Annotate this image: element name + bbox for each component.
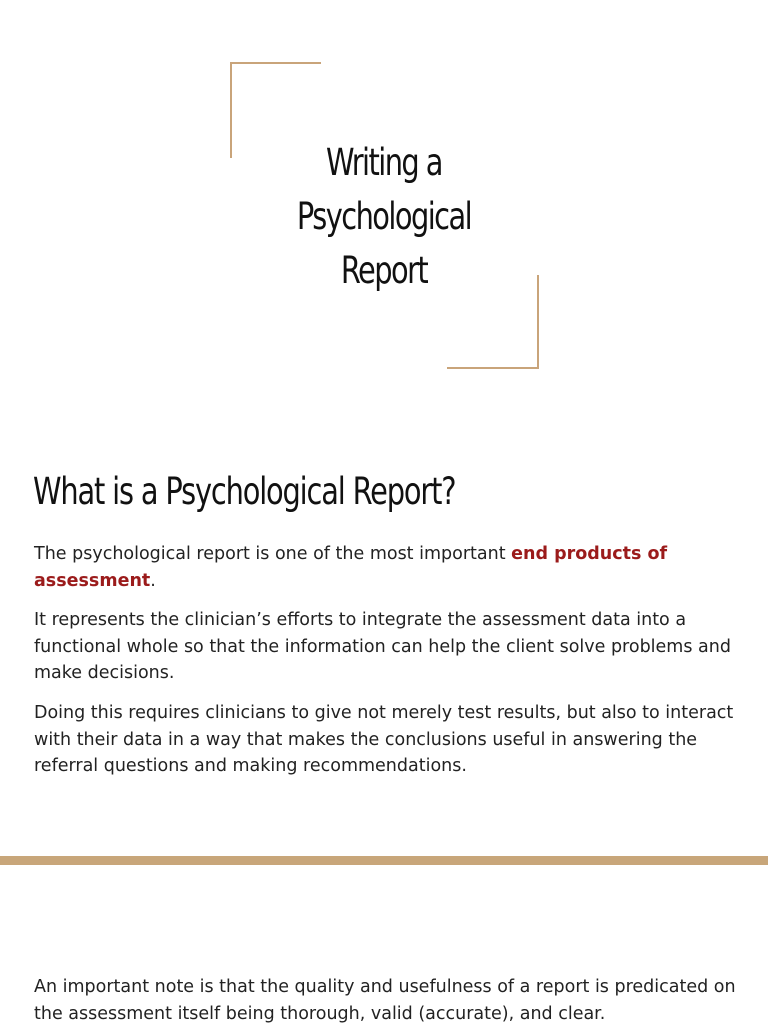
title-line-2: Psychological — [296, 195, 472, 238]
section-heading: What is a Psychological Report? — [33, 470, 456, 513]
paragraph-1-end: . — [150, 570, 156, 591]
title-slide — [0, 0, 768, 420]
corner-bracket-top-left — [230, 62, 321, 64]
title-line-3: Report — [340, 249, 428, 292]
corner-bracket-top-left-vertical — [230, 62, 232, 158]
slide-title — [267, 136, 501, 298]
emphasis-text: end products of assessment — [34, 544, 668, 591]
next-slide-paragraph: An important note is that the quality and usefulness of a report is predicated on the assessment itself being thorough, valid (accurate), and clear. — [34, 977, 736, 1024]
paragraph-1 — [34, 541, 736, 594]
paragraph-3: Doing this requires clinicians to give not merely test results, but also to interact with their data in a way that makes the conclusions useful in answering the referral questions and making recommendations. — [34, 703, 734, 776]
title-line-1: Writing a — [326, 141, 442, 184]
corner-bracket-bottom-right — [447, 367, 539, 369]
paragraph-1-text: The psychological report is one of the most important — [34, 544, 512, 564]
paragraph-2: It represents the clinician’s efforts to integrate the assessment data into a functional whole so that the information can help the client solve problems and make decisions. — [34, 610, 731, 683]
slide-divider — [0, 856, 768, 865]
corner-bracket-bottom-right-vertical — [537, 275, 539, 369]
